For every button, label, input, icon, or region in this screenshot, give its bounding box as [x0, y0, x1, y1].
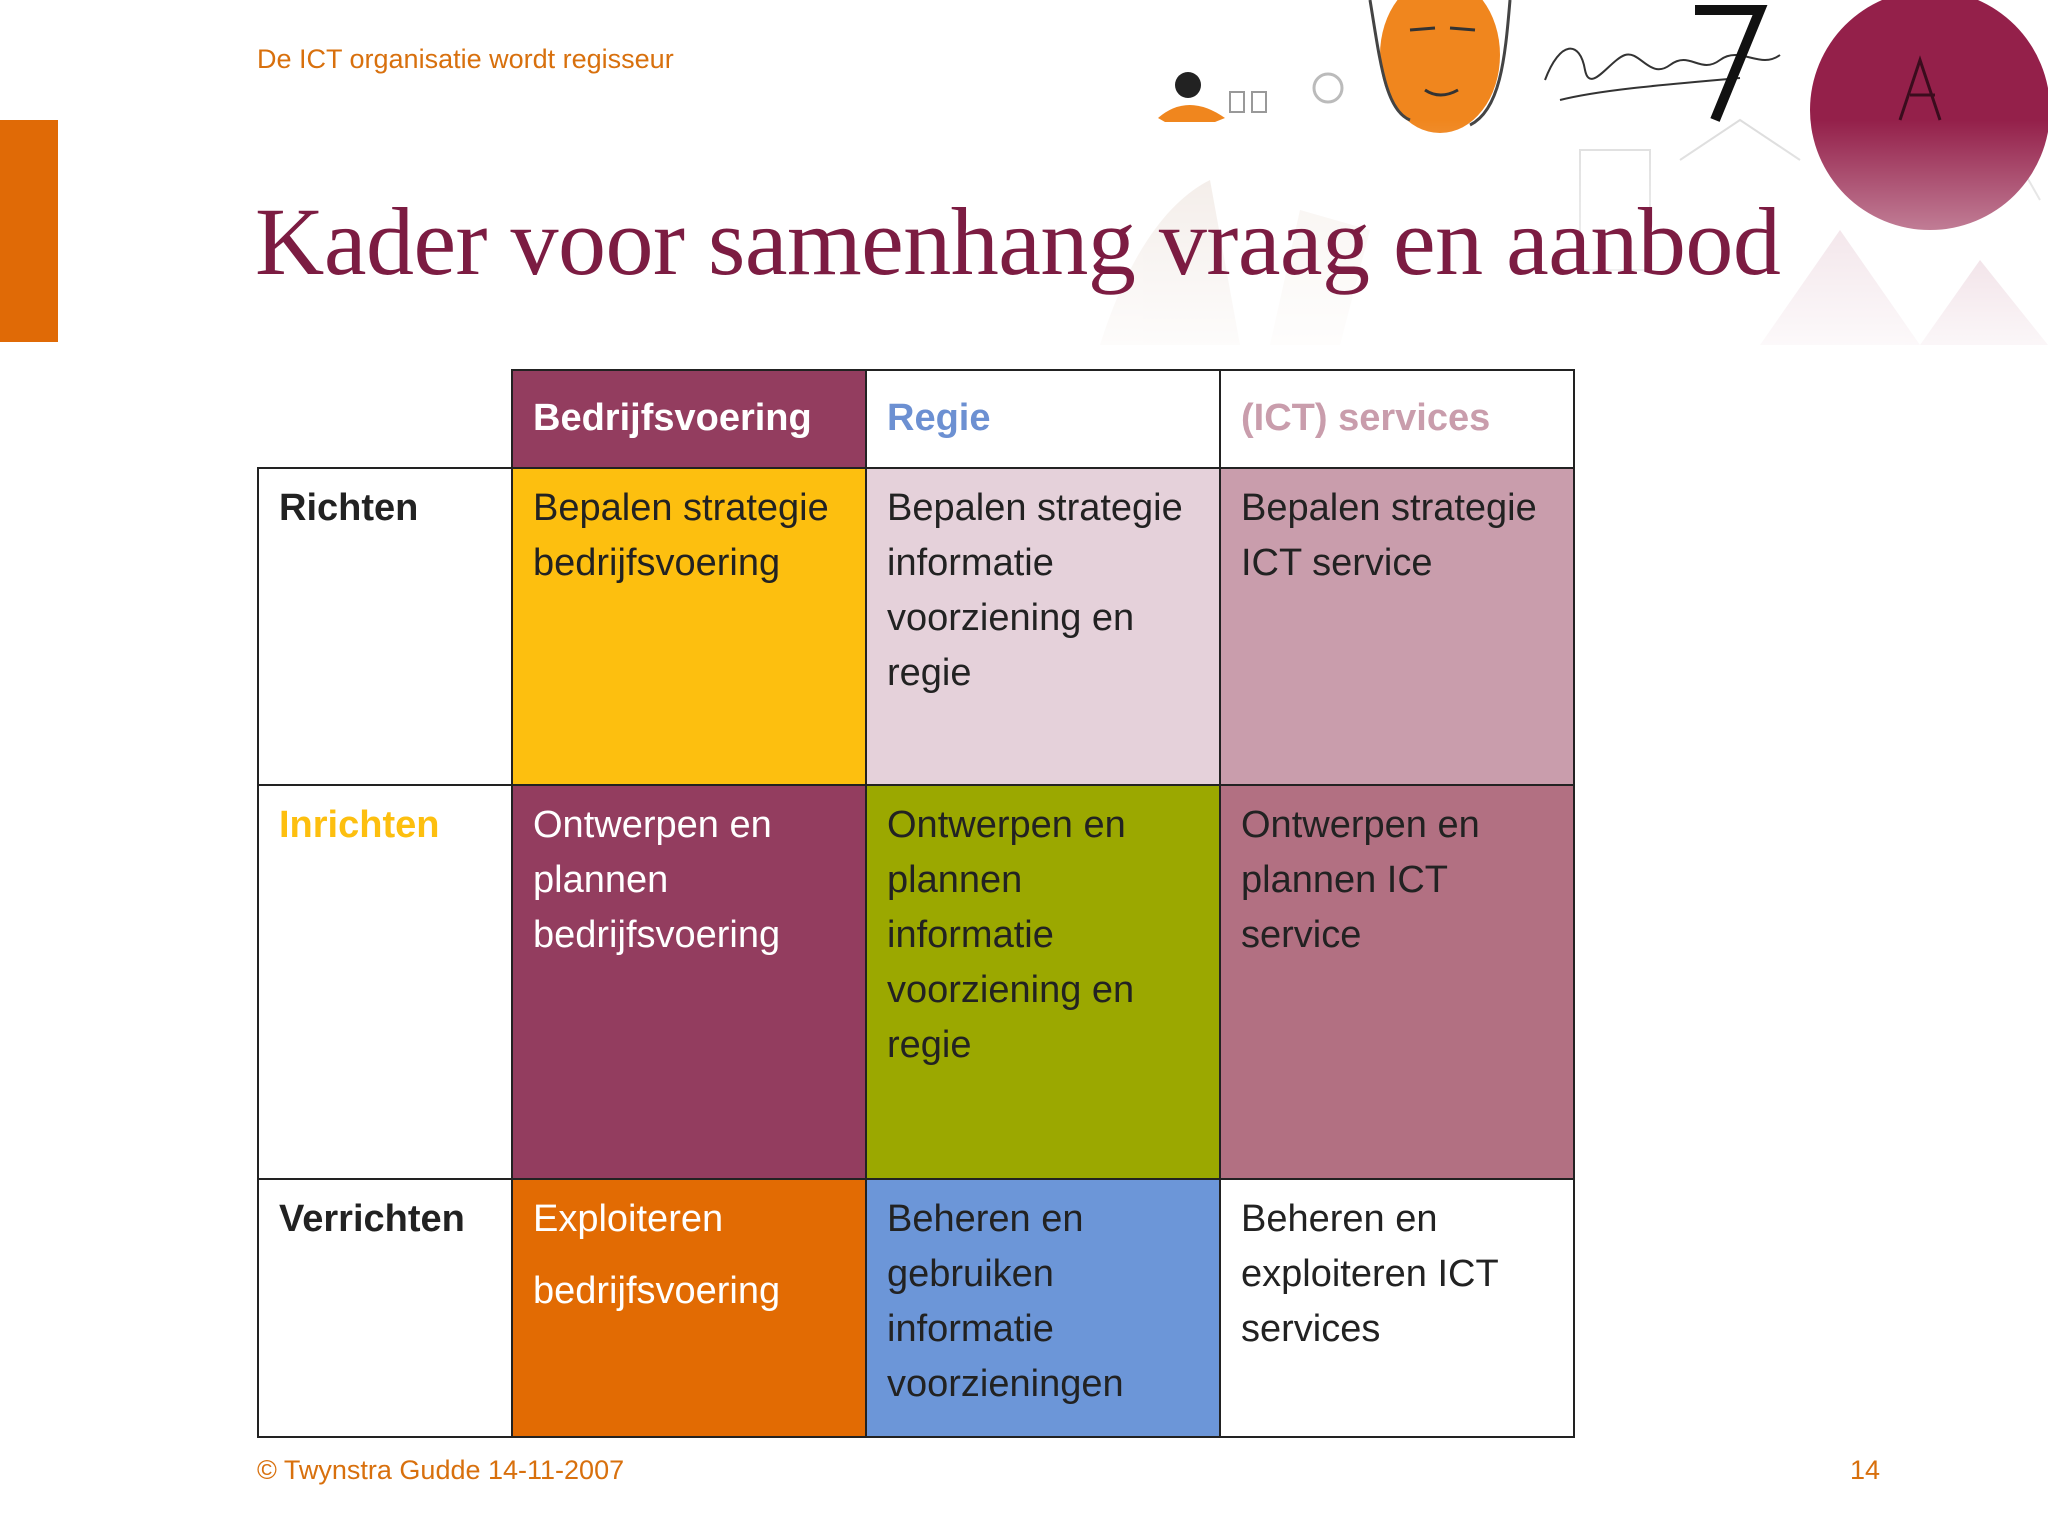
cell-line: plannen ICT — [1241, 859, 1449, 901]
cell-line: Beheren en — [1241, 1198, 1438, 1240]
framework-table — [257, 369, 1575, 1438]
cell-line: informatie — [887, 1308, 1054, 1350]
cell-line: Ontwerpen en — [887, 804, 1126, 846]
accent-bar — [0, 120, 58, 342]
cell-line: plannen — [533, 859, 669, 901]
table-header-row — [258, 370, 1574, 468]
cell-line: ICT service — [1241, 542, 1433, 584]
cell-line: bedrijfsvoering — [533, 1270, 781, 1312]
table-row-richten — [258, 468, 1574, 785]
cell-line: voorziening en — [887, 597, 1135, 639]
cell-line: Bepalen strategie — [533, 487, 829, 529]
cell-verrichten-ict-services — [1220, 1179, 1574, 1437]
cell-line: Bepalen strategie — [887, 487, 1183, 529]
row-label-verrichten: Verrichten — [258, 1179, 512, 1437]
cell-richten-ict-services — [1220, 468, 1574, 785]
table-row-verrichten — [258, 1179, 1574, 1437]
cell-verrichten-regie — [866, 1179, 1220, 1437]
cell-line: bedrijfsvoering — [533, 914, 781, 956]
row-label-richten: Richten — [258, 468, 512, 785]
cell-line: regie — [887, 652, 972, 694]
cell-richten-regie — [866, 468, 1220, 785]
cell-line: services — [1241, 1308, 1381, 1350]
cell-line: Exploiteren — [533, 1198, 724, 1240]
cell-line: voorzieningen — [887, 1363, 1124, 1405]
cell-inrichten-ict-services — [1220, 785, 1574, 1179]
cell-line: gebruiken — [887, 1253, 1054, 1295]
column-header-ict-services: (ICT) services — [1220, 370, 1574, 468]
page-number: 14 — [1850, 1455, 1881, 1485]
cell-line: bedrijfsvoering — [533, 542, 781, 584]
corner-cell — [258, 370, 512, 468]
cell-line: Ontwerpen en — [1241, 804, 1480, 846]
table-row-inrichten — [258, 785, 1574, 1179]
cell-line: Bepalen strategie — [1241, 487, 1537, 529]
cell-inrichten-regie — [866, 785, 1220, 1179]
cell-line: plannen — [887, 859, 1023, 901]
column-header-bedrijfsvoering: Bedrijfsvoering — [512, 370, 866, 468]
footer-copyright: © Twynstra Gudde 14-11-2007 — [257, 1455, 625, 1485]
cell-line: voorziening en — [887, 969, 1135, 1011]
cell-richten-bedrijfsvoering — [512, 468, 866, 785]
cell-line: informatie — [887, 914, 1054, 956]
cell-line: Beheren en — [887, 1198, 1084, 1240]
cell-line: service — [1241, 914, 1362, 956]
cell-line: regie — [887, 1024, 972, 1066]
column-header-regie: Regie — [866, 370, 1220, 468]
row-label-inrichten: Inrichten — [258, 785, 512, 1179]
cell-line: exploiteren ICT — [1241, 1253, 1499, 1295]
slide-subtitle: De ICT organisatie wordt regisseur — [257, 44, 674, 74]
cell-line: Ontwerpen en — [533, 804, 772, 846]
cell-verrichten-bedrijfsvoering — [512, 1179, 866, 1437]
cell-line: informatie — [887, 542, 1054, 584]
slide-title: Kader voor samenhang vraag en aanbod — [255, 188, 1781, 295]
cell-inrichten-bedrijfsvoering — [512, 785, 866, 1179]
